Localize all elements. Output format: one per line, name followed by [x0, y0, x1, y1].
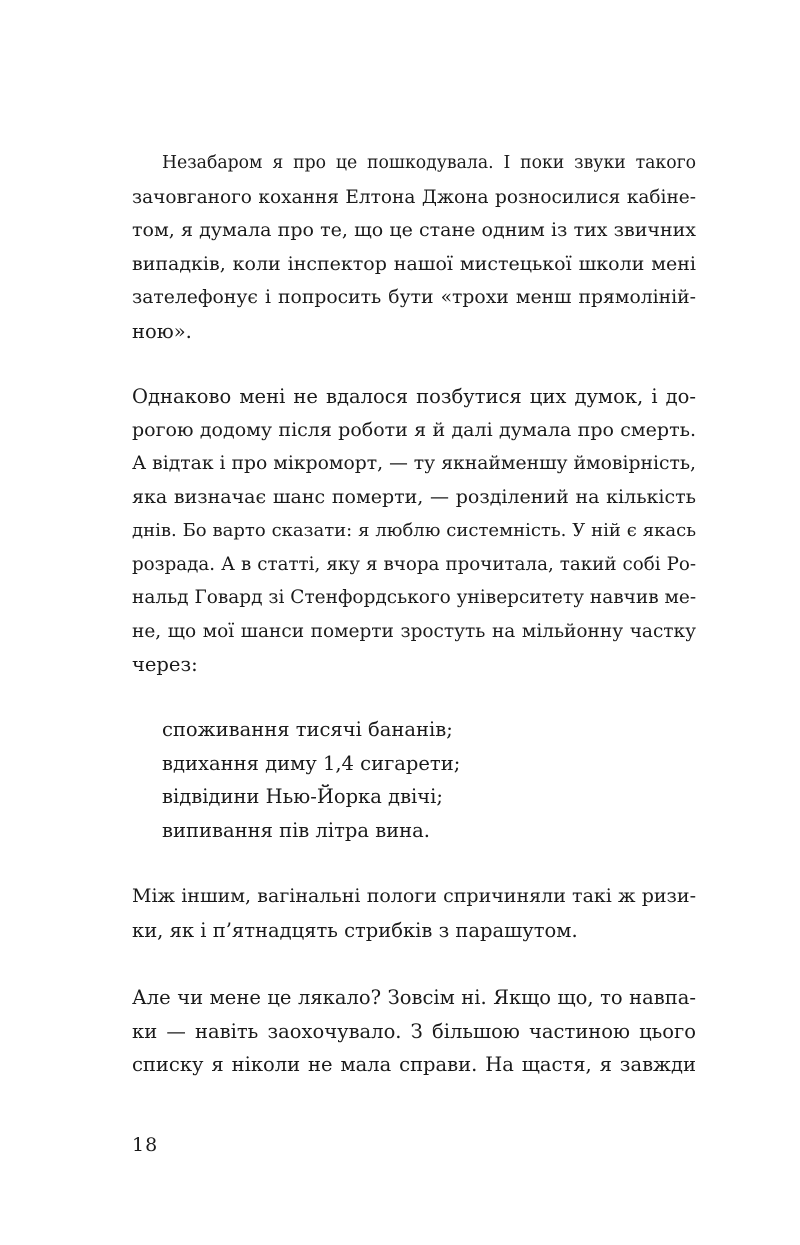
text-line: Але чи мене це лякало? Зовсім ні. Якщо що, то навпа- — [132, 986, 696, 1009]
text-line: том, я думала про те, що це стане одним із тих звичних — [132, 219, 696, 241]
page-number: 18 — [132, 1134, 159, 1156]
list-item: споживання тисячі бананів; — [162, 718, 453, 741]
text-line: ки — навіть заохочувало. З більшою частиною цього — [132, 1019, 696, 1043]
list-item: випивання пів літра вина. — [162, 818, 430, 842]
paragraph-2 — [132, 380, 696, 682]
text-line: Однаково мені не вдалося позбутися цих думок, і до- — [132, 385, 696, 408]
text-line: зачовганого кохання Елтона Джона розносилися кабіне- — [132, 186, 696, 208]
text-line: розрада. А в статті, яку я вчора прочитала, такий собі Ро- — [132, 553, 696, 575]
text-line: рогою додому після роботи я й далі думала про смерть. — [132, 418, 696, 441]
text-line: яка визначає шанс померти, — розділений на кількість — [132, 485, 696, 508]
paragraph-4 — [132, 981, 696, 1082]
text-line: списку я ніколи не мала справи. На щастя, я завжди — [132, 1053, 696, 1076]
text-line: днів. Бо варто сказати: я люблю системність. У ній є якась — [132, 520, 696, 541]
microrisk-list — [162, 713, 460, 847]
list-item: вдихання диму 1,4 сигарети; — [162, 751, 461, 775]
text-line: ки, як і п’ятнадцять стрибків з парашутом. — [132, 918, 578, 942]
paragraph-1 — [132, 147, 696, 348]
text-line: Незабаром я про це пошкодувала. І поки звуки такого — [162, 153, 696, 173]
text-line: випадків, коли інспектор нашої мистецької школи мені — [132, 252, 696, 275]
list-item: відвідини Нью-Йорка двічі; — [162, 785, 443, 808]
text-line: не, що мої шанси померти зростуть на мільйонну частку — [132, 620, 696, 642]
text-line: А відтак і про мікроморт, — ту якнайменшу ймовірність, — [132, 453, 696, 474]
text-line: Між іншим, вагінальні пологи спричиняли такі ж ризи- — [132, 885, 696, 907]
text-line: нальд Говард зі Стенфордського університету навчив ме- — [132, 587, 697, 608]
paragraph-3 — [132, 880, 696, 947]
text-line: зателефонує і попросить бути «трохи менш прямоліній- — [132, 287, 696, 308]
text-line: через: — [132, 653, 198, 676]
text-line: ною». — [132, 319, 192, 343]
